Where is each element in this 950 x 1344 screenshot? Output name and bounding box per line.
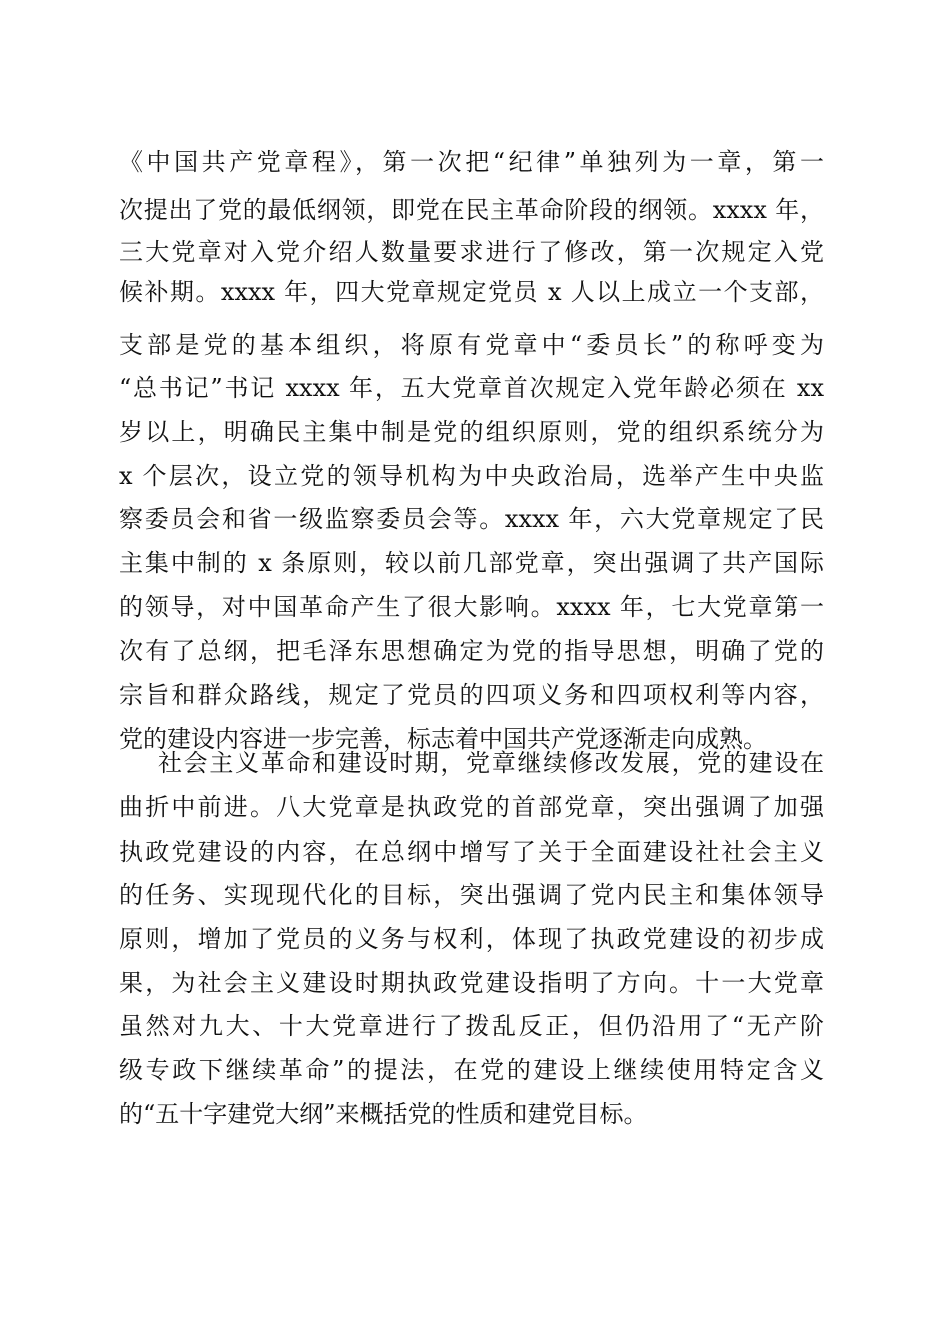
- text-line: x 个层次，设立党的领导机构为中央政治局，选举产生中央监: [119, 462, 824, 490]
- text-line: 的任务、实现现代化的目标，突出强调了党内民主和集体领导: [119, 881, 824, 909]
- text-line: 主集中制的 x 条原则，较以前几部党章，突出强调了共产国际: [119, 549, 824, 577]
- text-line: 的“五十字建党大纲”来概括党的性质和建党目标。: [119, 1100, 648, 1128]
- text-line: 次提出了党的最低纲领，即党在民主革命阶段的纲领。xxxx 年，: [119, 196, 824, 224]
- text-line: 执政党建设的内容，在总纲中增写了关于全面建设社社会主义: [119, 838, 824, 866]
- text-line: 级专政下继续革命”的提法，在党的建设上继续使用特定含义: [119, 1056, 824, 1084]
- text-line: “总书记”书记 xxxx 年，五大党章首次规定入党年龄必须在 xx: [119, 374, 824, 402]
- text-line: 支部是党的基本组织，将原有党章中“委员长”的称呼变为: [119, 331, 824, 359]
- text-line: 果，为社会主义建设时期执政党建设指明了方向。十一大党章: [119, 969, 824, 997]
- text-line: 三大党章对入党介绍人数量要求进行了修改，第一次规定入党: [119, 238, 824, 266]
- paragraph-first-line: 社会主义革命和建设时期，党章继续修改发展，党的建设在: [158, 749, 824, 777]
- text-line: 虽然对九大、十大党章进行了拨乱反正，但仍沿用了“无产阶: [119, 1012, 824, 1040]
- text-line: 宗旨和群众路线，规定了党员的四项义务和四项权利等内容，: [119, 681, 824, 709]
- text-line: 候补期。xxxx 年，四大党章规定党员 x 人以上成立一个支部，: [119, 278, 824, 306]
- text-line: 岁以上，明确民主集中制是党的组织原则，党的组织系统分为: [119, 418, 824, 446]
- text-line: 原则，增加了党员的义务与权利，体现了执政党建设的初步成: [119, 925, 824, 953]
- text-line: 《中国共产党章程》，第一次把“纪律”单独列为一章，第一: [119, 148, 824, 176]
- text-line: 的领导，对中国革命产生了很大影响。xxxx 年，七大党章第一: [119, 593, 824, 621]
- text-line: 曲折中前进。八大党章是执政党的首部党章，突出强调了加强: [119, 793, 824, 821]
- text-line: 察委员会和省一级监察委员会等。xxxx 年，六大党章规定了民: [119, 505, 824, 533]
- text-line: 次有了总纲，把毛泽东思想确定为党的指导思想，明确了党的: [119, 637, 824, 665]
- text-line: 党的建设内容进一步完善，标志着中国共产党逐渐走向成熟。: [119, 725, 767, 753]
